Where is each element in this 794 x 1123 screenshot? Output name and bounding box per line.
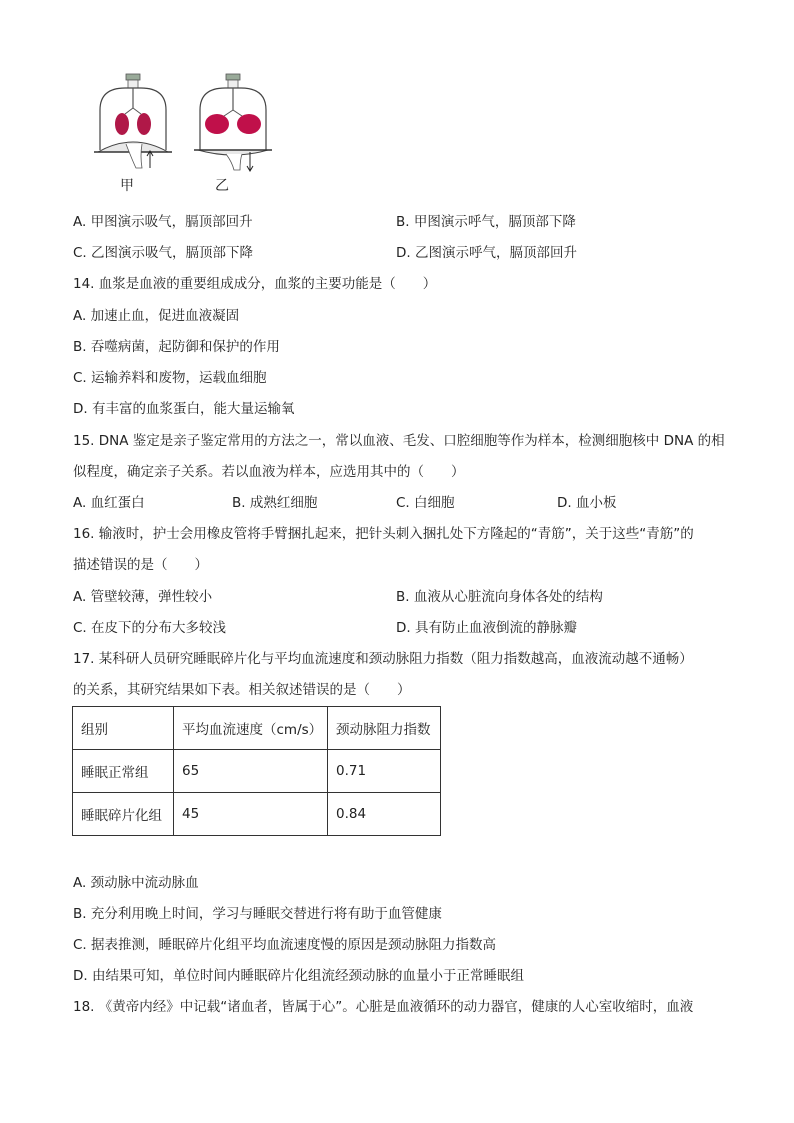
table-header-cell: 颈动脉阻力指数 — [328, 707, 441, 750]
table-row — [73, 793, 441, 836]
q17-option-a: A. 颈动脉中流动脉血 — [73, 875, 199, 891]
q17-option-b: B. 充分利用晚上时间，学习与睡眠交替进行将有助于血管健康 — [73, 906, 442, 922]
figure-label-right: 乙 — [215, 178, 229, 194]
table-cell: 45 — [174, 793, 328, 836]
bell-jar-right — [194, 74, 272, 171]
q15-option-d: D. 血小板 — [557, 495, 617, 511]
q17-data-table — [72, 706, 441, 836]
q14-option-d: D. 有丰富的血浆蛋白，能大量运输氧 — [73, 401, 295, 417]
table-header-cell: 组别 — [73, 707, 174, 750]
figure-label-left: 甲 — [120, 178, 134, 194]
q15-option-b: B. 成熟红细胞 — [232, 495, 318, 511]
q16-stem-line2: 描述错误的是（ ） — [73, 557, 208, 573]
q17-option-c: C. 据表推测，睡眠碎片化组平均血流速度慢的原因是颈动脉阻力指数高 — [73, 937, 497, 953]
bell-jar-figure — [90, 70, 280, 195]
q13-option-d: D. 乙图演示呼气，膈顶部回升 — [396, 245, 577, 261]
q13-option-b: B. 甲图演示呼气，膈顶部下降 — [396, 214, 576, 230]
q15-stem-line2: 似程度，确定亲子关系。若以血液为样本，应选用其中的（ ） — [73, 464, 465, 480]
q13-option-c: C. 乙图演示吸气，膈顶部下降 — [73, 245, 254, 261]
table-cell: 65 — [174, 750, 328, 793]
q14-option-b: B. 吞噬病菌，起防御和保护的作用 — [73, 339, 280, 355]
q16-option-b: B. 血液从心脏流向身体各处的结构 — [396, 589, 603, 605]
q17-option-d: D. 由结果可知，单位时间内睡眠碎片化组流经颈动脉的血量小于正常睡眠组 — [73, 968, 524, 984]
table-cell: 0.71 — [328, 750, 441, 793]
q17-stem-line1: 17. 某科研人员研究睡眠碎片化与平均血流速度和颈动脉阻力指数（阻力指数越高，血液流动越不通畅） — [73, 651, 693, 667]
table-cell: 睡眠碎片化组 — [73, 793, 174, 836]
table-header-cell: 平均血流速度（cm/s） — [174, 707, 328, 750]
bell-jar-diagram — [90, 70, 280, 180]
q16-option-d: D. 具有防止血液倒流的静脉瓣 — [396, 620, 577, 636]
table-cell: 睡眠正常组 — [73, 750, 174, 793]
q17-stem-line2: 的关系，其研究结果如下表。相关叙述错误的是（ ） — [73, 682, 411, 698]
q14-option-c: C. 运输养料和废物，运载血细胞 — [73, 370, 267, 386]
q15-stem-line1: 15. DNA 鉴定是亲子鉴定常用的方法之一，常以血液、毛发、口腔细胞等作为样本，检测细胞核中 DNA 的相 — [73, 433, 725, 449]
q18-stem-line1: 18. 《黄帝内经》中记载“诸血者，皆属于心”。心脏是血液循环的动力器官，健康的人心室收缩时，血液 — [73, 999, 694, 1015]
table-header-row — [73, 707, 441, 750]
q16-option-a: A. 管壁较薄，弹性较小 — [73, 589, 213, 605]
q13-option-a: A. 甲图演示吸气，膈顶部回升 — [73, 214, 253, 230]
q15-option-c: C. 白细胞 — [396, 495, 455, 511]
table-cell: 0.84 — [328, 793, 441, 836]
q15-option-a: A. 血红蛋白 — [73, 495, 145, 511]
q16-option-c: C. 在皮下的分布大多较浅 — [73, 620, 227, 636]
q16-stem-line1: 16. 输液时，护士会用橡皮管将手臂捆扎起来，把针头刺入捆扎处下方隆起的“青筋”，关于这些“青筋”的 — [73, 526, 694, 542]
bell-jar-left — [94, 74, 172, 168]
table-row — [73, 750, 441, 793]
q14-option-a: A. 加速止血，促进血液凝固 — [73, 308, 240, 324]
q14-stem: 14. 血浆是血液的重要组成成分，血浆的主要功能是（ ） — [73, 276, 437, 292]
